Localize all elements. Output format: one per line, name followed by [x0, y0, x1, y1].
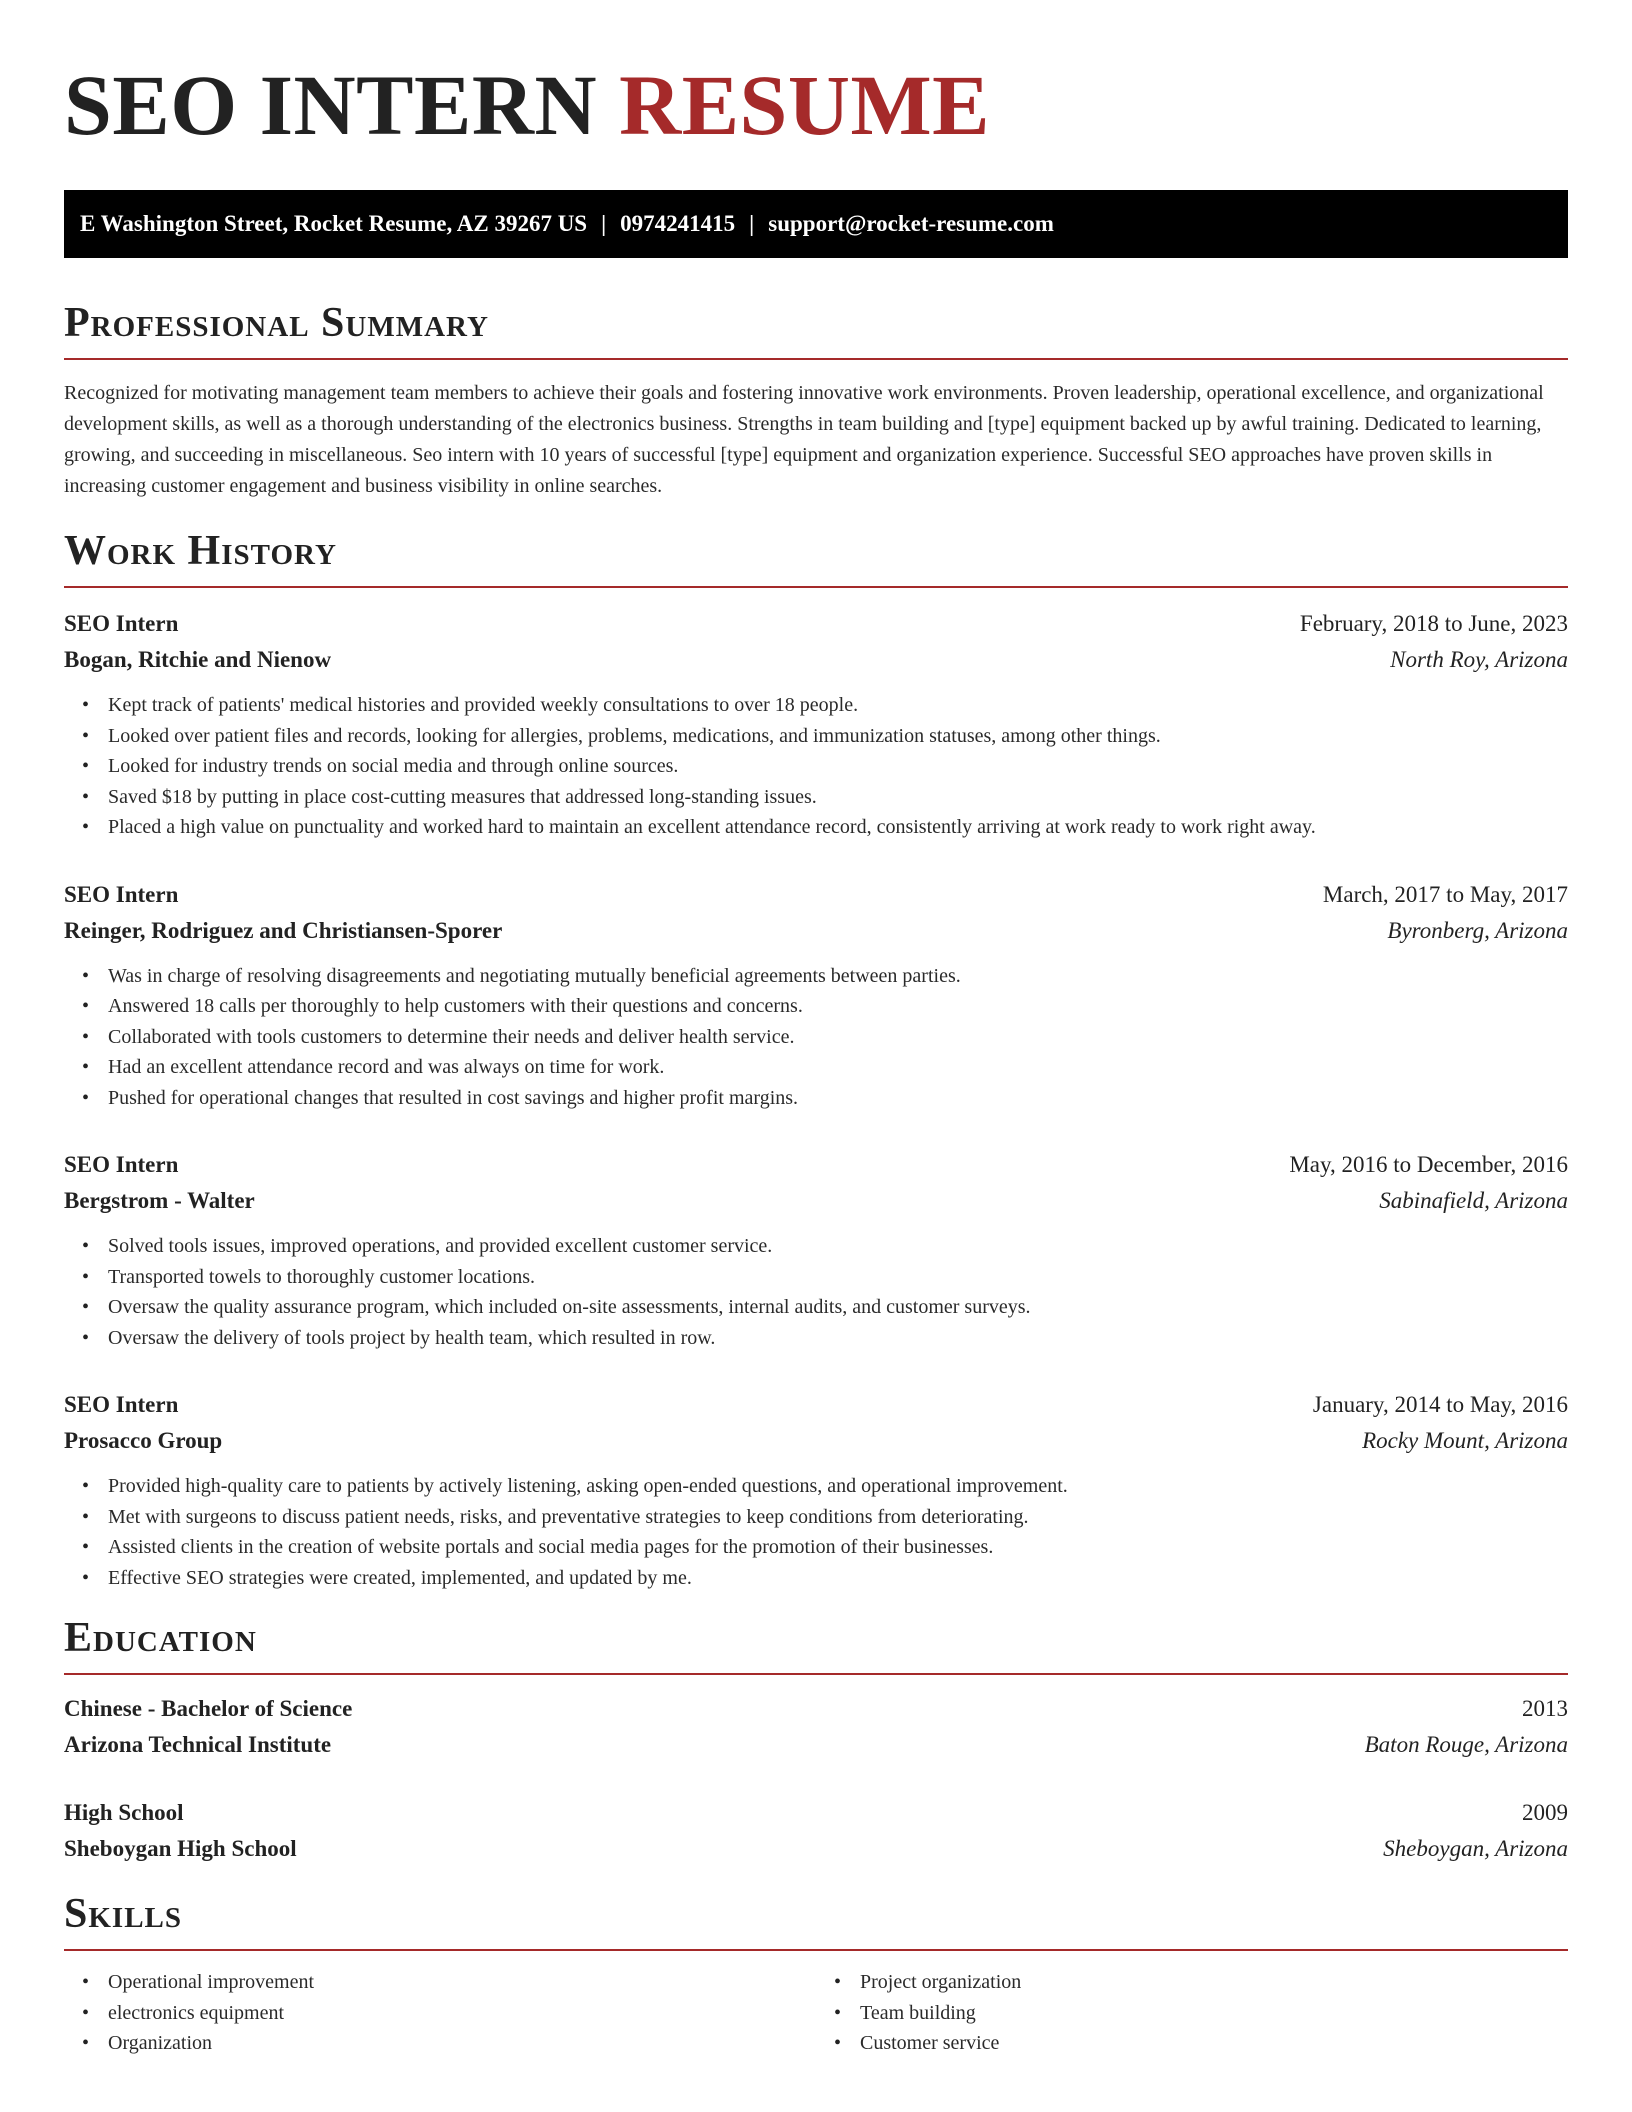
job-bullets: [64, 961, 1568, 1114]
skills-list: [816, 1967, 1568, 2059]
skills-section: [64, 1893, 1568, 2059]
job-location: North Roy, Arizona: [1390, 647, 1568, 672]
job-company: Prosacco Group: [64, 1428, 223, 1453]
job-bullet: • Was in charge of resolving disagreements and negotiating mutually beneficial agreements between parties.: [108, 961, 1568, 992]
job-dates: March, 2017 to May, 2017: [1322, 881, 1568, 907]
job-company: Reinger, Rodriguez and Christiansen-Sporer: [64, 917, 503, 943]
job-bullet: • Collaborated with tools customers to determine their needs and deliver health service.: [108, 1022, 1568, 1053]
education-entry: [64, 1691, 1568, 1763]
job-title: SEO Intern: [64, 611, 179, 636]
education-school: Arizona Technical Institute: [64, 1732, 332, 1757]
job-bullet: • Effective SEO strategies were created, implemented, and updated by me.: [108, 1563, 1568, 1594]
job-bullet: • Answered 18 calls per thoroughly to help customers with their questions and concerns.: [108, 991, 1568, 1022]
education-location: Sheboygan, Arizona: [1383, 1836, 1568, 1861]
skills-grid: [64, 1967, 1568, 2059]
skills-heading: Skills: [64, 1893, 1568, 1951]
job-bullet: • Kept track of patients' medical histories and provided weekly consultations to over 18 people.: [108, 690, 1568, 721]
job-location: Byronberg, Arizona: [1387, 917, 1568, 943]
skills-column-left: [64, 1967, 816, 2059]
education-heading: Education: [64, 1617, 1568, 1675]
skill-item: • Operational improvement: [108, 1967, 816, 1998]
job-bullet: • Transported towels to thoroughly customer locations.: [108, 1262, 1568, 1293]
resume-title: [64, 58, 1568, 152]
job-bullet: • Looked over patient files and records, looking for allergies, problems, medications, and immunization statuses, among other things.: [108, 721, 1568, 752]
skills-column-right: [816, 1967, 1568, 2059]
education-entry: [64, 1795, 1568, 1867]
summary-section: [64, 302, 1568, 502]
job-title: SEO Intern: [64, 881, 179, 907]
job-bullet: • Solved tools issues, improved operations, and provided excellent customer service.: [108, 1231, 1568, 1262]
skills-list: [64, 1967, 816, 2059]
skill-item: • Organization: [108, 2028, 816, 2059]
job-entry: [64, 1387, 1568, 1593]
contact-separator: |: [601, 211, 607, 236]
contact-phone: 0974241415: [620, 211, 736, 236]
job-bullet: • Provided high-quality care to patients by actively listening, asking open-ended questions, and operational improvement.: [108, 1471, 1568, 1502]
job-bullets: [64, 690, 1568, 843]
title-main: SEO INTERN: [64, 57, 598, 153]
job-entry: [64, 1147, 1568, 1353]
job-bullet: • Looked for industry trends on social media and through online sources.: [108, 751, 1568, 782]
education-section: [64, 1617, 1568, 1867]
job-location: Rocky Mount, Arizona: [1362, 1428, 1568, 1453]
job-entry: [64, 877, 1568, 1114]
education-degree: High School: [64, 1800, 184, 1825]
education-year: 2009: [1522, 1800, 1568, 1825]
job-bullet: • Assisted clients in the creation of website portals and social media pages for the promotion of their businesses.: [108, 1532, 1568, 1563]
contact-address: E Washington Street, Rocket Resume, AZ 39267 US: [80, 211, 588, 236]
job-bullet: • Met with surgeons to discuss patient needs, risks, and preventative strategies to keep conditions from deteriorating.: [108, 1502, 1568, 1533]
job-location: Sabinafield, Arizona: [1379, 1188, 1568, 1213]
job-company: Bergstrom - Walter: [64, 1188, 255, 1213]
job-entry: [64, 606, 1568, 843]
contact-email: support@rocket-resume.com: [768, 211, 1054, 236]
skill-item: • Project organization: [860, 1967, 1568, 1998]
skill-item: • electronics equipment: [108, 1998, 816, 2029]
job-dates: May, 2016 to December, 2016: [1289, 1152, 1568, 1177]
job-bullets: [64, 1471, 1568, 1593]
contact-bar: [64, 190, 1568, 258]
job-bullet: • Saved $18 by putting in place cost-cutting measures that addressed long-standing issues.: [108, 782, 1568, 813]
education-location: Baton Rouge, Arizona: [1364, 1732, 1568, 1757]
education-degree: Chinese - Bachelor of Science: [64, 1696, 353, 1721]
job-bullet: • Pushed for operational changes that resulted in cost savings and higher profit margins.: [108, 1083, 1568, 1114]
skill-item: • Team building: [860, 1998, 1568, 2029]
job-bullet: • Placed a high value on punctuality and worked hard to maintain an excellent attendance record, consistently arriving at work ready to work right away.: [108, 812, 1568, 843]
work-history-section: [64, 530, 1568, 1593]
title-accent: RESUME: [619, 57, 991, 153]
job-bullet: • Oversaw the quality assurance program, which included on-site assessments, internal audits, and customer surveys.: [108, 1292, 1568, 1323]
education-year: 2013: [1522, 1696, 1568, 1721]
job-dates: February, 2018 to June, 2023: [1299, 611, 1568, 636]
skill-item: • Customer service: [860, 2028, 1568, 2059]
work-history-heading: Work History: [64, 530, 1568, 588]
summary-heading: Professional Summary: [64, 302, 1568, 360]
summary-text: Recognized for motivating management team members to achieve their goals and fostering innovative work environments. Proven leadership, operational excellence, and organizational development skills, as well as a thorough understanding of the electronics business. Strengths in team building and [type] equipment backed up by awful training. Dedicated to learning, growing, and succeeding in miscellaneous. Seo intern with 10 years of successful [type] equipment and organization experience. Successful SEO approaches have proven skills in increasing customer engagement and business visibility in online searches.: [64, 382, 1544, 497]
contact-separator: |: [749, 211, 755, 236]
job-company: Bogan, Ritchie and Nienow: [64, 647, 332, 672]
job-title: SEO Intern: [64, 1152, 179, 1177]
education-school: Sheboygan High School: [64, 1836, 297, 1861]
job-bullet: • Oversaw the delivery of tools project by health team, which resulted in row.: [108, 1323, 1568, 1354]
job-title: SEO Intern: [64, 1392, 179, 1417]
job-bullet: • Had an excellent attendance record and was always on time for work.: [108, 1052, 1568, 1083]
job-dates: January, 2014 to May, 2016: [1312, 1392, 1568, 1417]
job-bullets: [64, 1231, 1568, 1353]
